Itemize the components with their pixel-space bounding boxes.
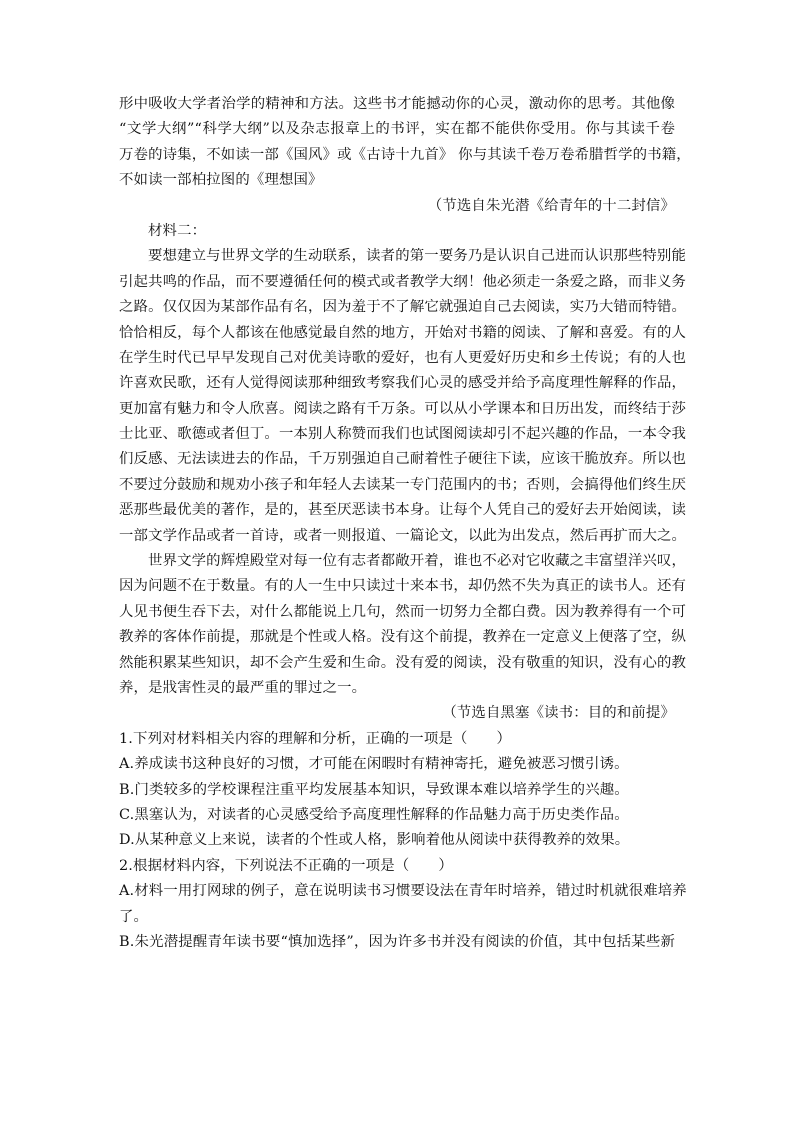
text-line: 要想建立与世界文学的生动联系，读者的第一要务乃是认识自己进而认识那些特别能 [148,248,687,265]
answer-option: A.材料一用打网球的例子，意在说明读书习惯要设法在青年时培养，错过时机就很难培养 [119,883,687,900]
answer-option: A.养成读书这种良好的习惯，才可能在闲暇时有精神寄托，避免被恶习惯引诱。 [119,756,629,773]
text-line: 教养的客体作前提，那就是个性或人格。没有这个前提，教养在一定意义上便落了空，纵 [119,629,687,646]
text-line: 然能积累某些知识，却不会产生爱和生命。没有爱的阅读，没有敬重的知识，没有心的教 [119,654,687,671]
answer-option: B.门类较多的学校课程注重平均发展基本知识，导致课本难以培养学生的兴趣。 [119,781,629,798]
question-stem: 1.下列对材料相关内容的理解和分析，正确的一项是（ ） [119,730,512,747]
question-stem: 2.根据材料内容，下列说法不正确的一项是（ ） [119,857,453,874]
source-citation: （节选自朱光潜《给青年的十二封信》 [427,197,675,214]
text-line: 一部文学作品或者一首诗，或者一则报道、一篇论文，以此为出发点，然后再扩而大之。 [119,527,687,544]
source-citation: （节选自黑塞《读书：目的和前提》 [442,705,675,722]
text-line: 不如读一部柏拉图的《理想国》 [119,172,323,189]
text-line: 许喜欢民歌，还有人觉得阅读那种细致考察我们心灵的感受并给予高度理性解释的作品， [119,375,687,392]
text-line: 养，是戕害性灵的最严重的罪过之一。 [119,679,367,696]
text-line: 恶那些最优美的著作，是的，甚至厌恶读书本身。让每个人凭自己的爱好去开始阅读，读 [119,502,687,519]
text-line: 之路。仅仅因为某部作品有名，因为羞于不了解它就强迫自己去阅读，实乃大错而特错。 [119,299,687,316]
text-line: 人见书便生吞下去，对什么都能说上几句，然而一切努力全都白费。因为教养得有一个可 [119,603,687,620]
answer-option: 了。 [119,908,149,925]
answer-option: C.黑塞认为，对读者的心灵感受给予高度理性解释的作品魅力高于历史类作品。 [119,806,629,823]
answer-option: D.从某种意义上来说，读者的个性或人格，影响着他从阅读中获得教养的效果。 [119,832,630,849]
text-line: 形中吸收大学者治学的精神和方法。这些书才能撼动你的心灵，激动你的思考。其他像 [119,96,675,112]
text-line: 恰恰相反，每个人都该在他感觉最自然的地方，开始对书籍的阅读、了解和喜爱。有的人 [119,324,687,341]
text-line: 引起共鸣的作品，而不要遵循任何的模式或者教学大纲！他必须走一条爱之路，而非义务 [119,273,687,290]
text-line: 世界文学的辉煌殿堂对每一位有志者都敞开着，谁也不必对它收藏之丰富望洋兴叹， [148,553,687,570]
text-line: 因为问题不在于数量。有的人一生中只读过十来本书，却仍然不失为真正的读书人。还有 [119,578,687,595]
text-line: 士比亚、歌德或者但丁。一本别人称赞而我们也试图阅读却引不起兴趣的作品，一本令我 [119,426,687,443]
text-line: 不要过分鼓励和规劝小孩子和年轻人去读某一专门范围内的书；否则，会搞得他们终生厌 [119,476,687,493]
text-line: 万卷的诗集，不如读一部《国风》或《古诗十九首》 你与其读千卷万卷希腊哲学的书籍， [119,146,691,163]
text-line: “文学大纲”“科学大纲”以及杂志报章上的书评，实在都不能供你受用。你与其读千卷 [119,121,675,138]
text-line: 在学生时代已早早发现自己对优美诗歌的爱好，也有人更爱好历史和乡土传说；有的人也 [119,349,687,366]
document-page [119,92,691,955]
section-heading: 材料二： [148,222,207,239]
text-line: 更加富有魅力和令人欣喜。阅读之路有千万条。可以从小学课本和日历出发，而终结于莎 [119,400,687,417]
answer-option: B.朱光潜提醒青年读书要“慎加选择”，因为许多书并没有阅读的价值，其中包括某些新 [119,933,675,950]
text-line: 们反感、无法读进去的作品，千万别强迫自己耐着性子硬往下读，应该干脆放弃。所以也 [119,451,687,468]
